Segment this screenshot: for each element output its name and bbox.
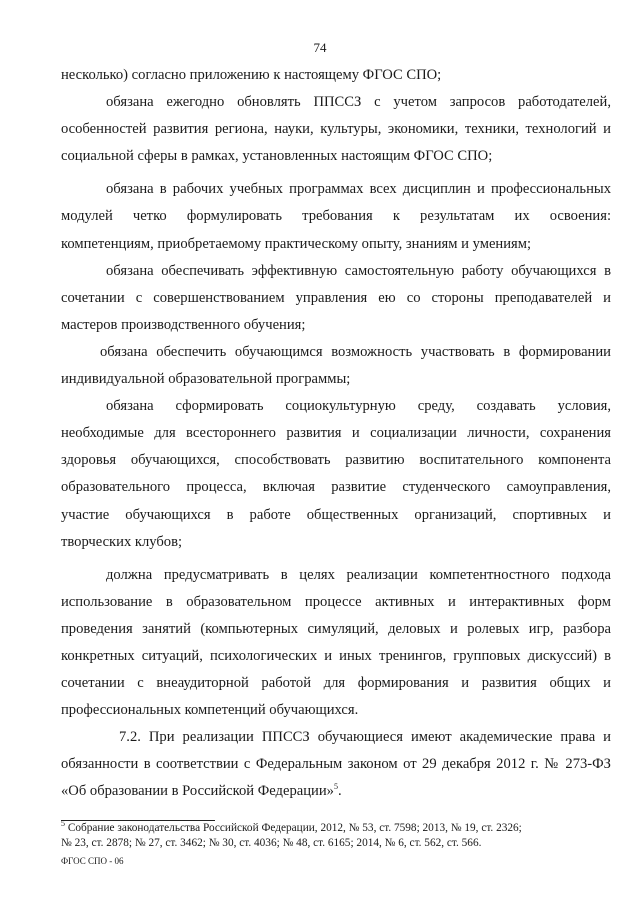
text-line: социальной сферы в рамках, установленных настоящим ФГОС СПО;	[61, 148, 493, 165]
text-line: мастеров производственного обучения;	[61, 316, 306, 333]
text-line: 7.2. При реализации ППССЗ обучающиеся имеют академические права и	[119, 729, 611, 746]
footnote-text: Собрание законодательства Российской Федерации, 2012, № 53, ст. 7598; 2013, № 19, ст. 2326;	[67, 822, 522, 834]
text-line: сочетании с внеаудиторной работой для формирования и развития общих и	[61, 675, 611, 692]
text-line: «Об образовании в Российской Федерации»	[61, 783, 334, 800]
text-line: необходимые для всестороннего развития и социализации личности, сохранения	[61, 425, 611, 442]
text-line: несколько) согласно приложению к настоящему ФГОС СПО;	[61, 67, 442, 83]
text-line: здоровья обучающихся, способствовать развитию воспитательного компонента	[61, 452, 611, 469]
body-text	[61, 62, 611, 806]
text-line: компетенциям, приобретаемому практическому опыту, знаниям и умениям;	[61, 235, 532, 252]
text-line: сочетании с совершенствованием управления ею со стороны преподавателей и	[61, 289, 611, 306]
footnote-marker: 5	[61, 819, 65, 829]
text-line: участие обучающихся в работе общественных организаций, спортивных и	[61, 506, 611, 523]
text-line: обязана сформировать социокультурную среду, создавать условия,	[106, 398, 611, 415]
text-line: обязана ежегодно обновлять ППССЗ с учетом запросов работодателей,	[106, 94, 611, 111]
text-line: конкретных ситуаций, психологических и иных тренингов, групповых дискуссий) в	[61, 647, 611, 664]
text-line-with-footnote-ref: «Об образовании в Российской Федерации»$^5$.	[61, 782, 342, 800]
text-line: модулей четко формулировать требования к результатам их освоения:	[61, 208, 611, 225]
text-line: использование в образовательном процессе активных и интерактивных форм	[61, 593, 611, 610]
text-line: профессиональных компетенций обучающихся.	[61, 702, 359, 719]
footnote	[61, 821, 611, 851]
text-line: индивидуальной образовательной программы;	[61, 371, 351, 388]
text-line: обязана обеспечить обучающимся возможность участвовать в формировании	[100, 343, 611, 360]
text-line: обязанности в соответствии с Федеральным законом от 29 декабря 2012 г. № 273-ФЗ	[61, 756, 611, 773]
footnote-line: № 23, ст. 2878; № 27, ст. 3462; № 30, ст. 4036; № 48, ст. 6165; 2014, № 6, ст. 562, ст. 566.	[61, 837, 482, 849]
text-line: должна предусматривать в целях реализации компетентностного подхода	[106, 566, 611, 583]
text-line: особенностей развития региона, науки, культуры, экономики, техники, технологий и	[61, 121, 611, 138]
text-line: обязана в рабочих учебных программах всех дисциплин и профессиональных	[106, 181, 611, 198]
footnote-ref: 5	[333, 782, 338, 792]
text-line: образовательного процесса, включая развитие студенческого самоуправления,	[61, 479, 611, 496]
text-line: проведения занятий (компьютерных симуляций, деловых и ролевых игр, разбора	[61, 620, 611, 637]
footnote-line	[61, 821, 611, 836]
page-number: 74	[313, 40, 327, 55]
document-code: ФГОС СПО - 06	[61, 856, 124, 866]
text-line: обязана обеспечивать эффективную самостоятельную работу обучающихся в	[106, 262, 611, 279]
text-line: творческих клубов;	[61, 533, 183, 550]
